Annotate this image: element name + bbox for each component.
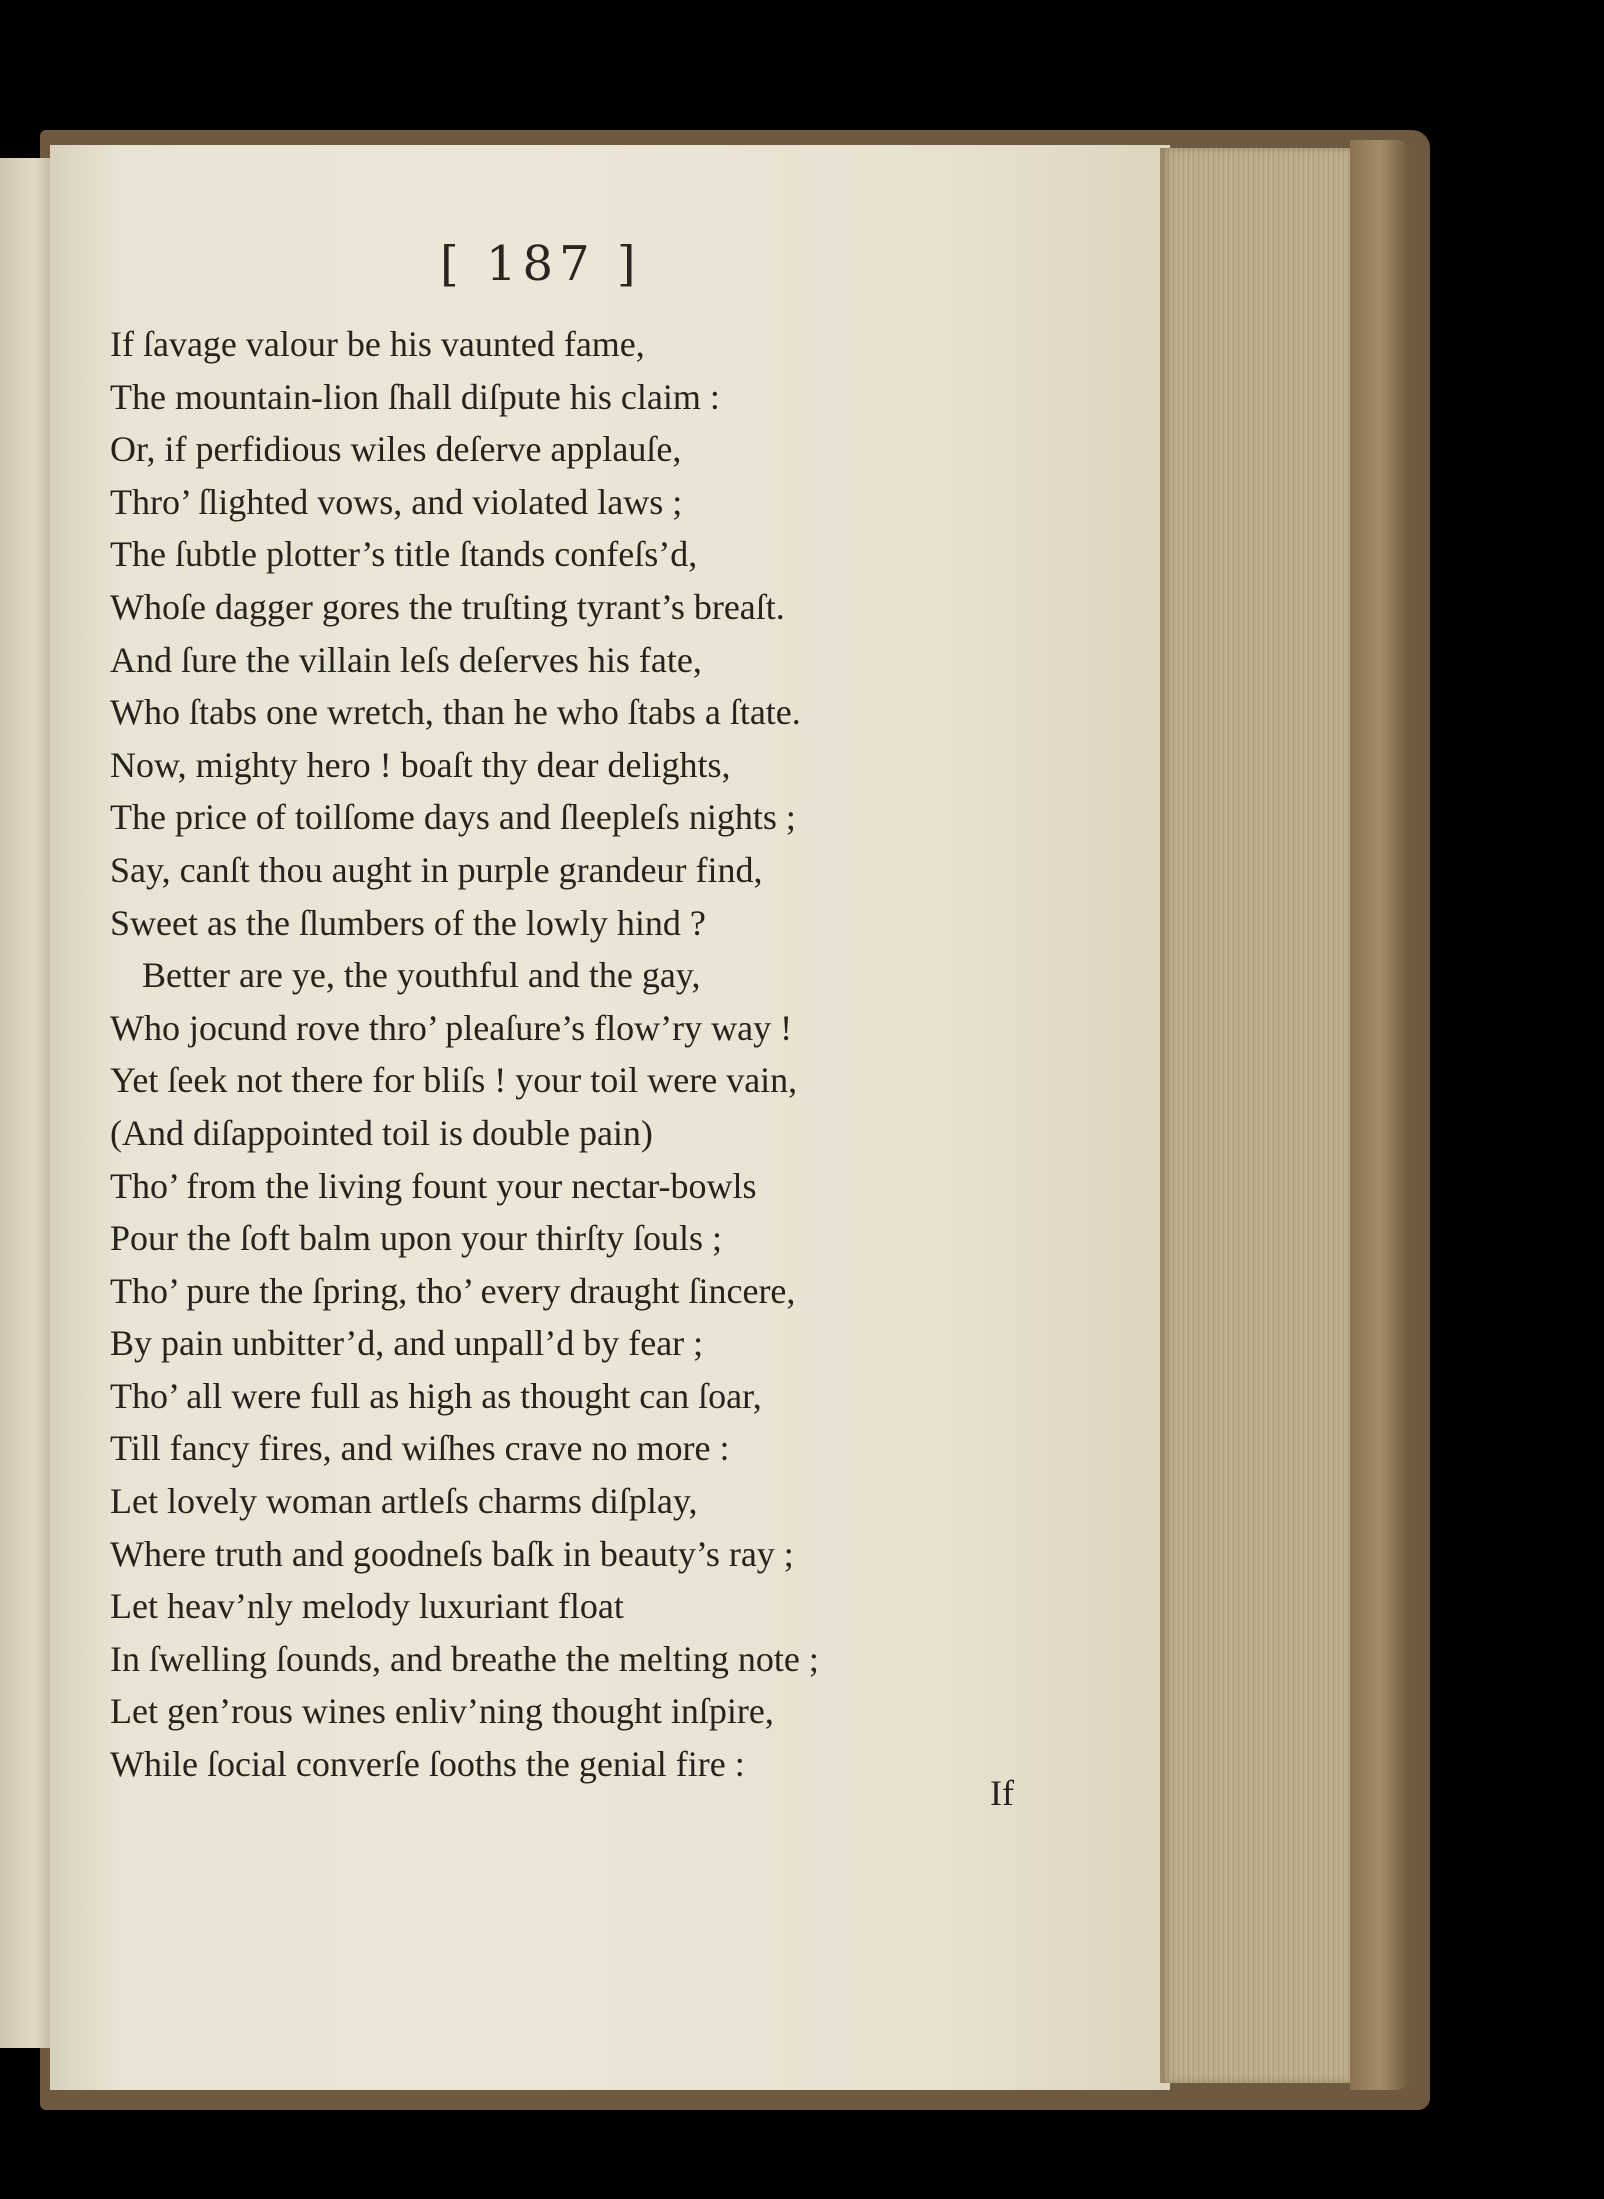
poem-line: Till fancy fires, and wiſhes crave no more : xyxy=(110,1428,730,1469)
poem-line: Sweet as the ſlumbers of the lowly hind ? xyxy=(110,902,706,943)
page-number: [ 187 ] xyxy=(440,236,642,292)
poem-line: The mountain-lion ſhall diſpute his claim : xyxy=(110,376,720,417)
book-cover-right xyxy=(1350,140,1410,2090)
poem-line: Let gen’rous wines enliv’ning thought inſpire, xyxy=(110,1691,774,1732)
poem-line: Or, if perfidious wiles deſerve applauſe, xyxy=(110,429,682,470)
poem-line: (And diſappointed toil is double pain) xyxy=(110,1112,653,1153)
poem-line: Who ſtabs one wretch, than he who ſtabs a ſtate. xyxy=(110,692,801,733)
poem-line: By pain unbitter’d, and unpall’d by fear ; xyxy=(110,1323,704,1364)
poem-line: Let heav’nly melody luxuriant float xyxy=(110,1586,624,1627)
poem-line: Yet ſeek not there for bliſs ! your toil were vain, xyxy=(110,1060,798,1101)
poem-line: In ſwelling ſounds, and breathe the melting note ; xyxy=(110,1638,819,1679)
poem-line: Tho’ pure the ſpring, tho’ every draught ſincere, xyxy=(110,1270,796,1311)
poem-line: Let lovely woman artleſs charms diſplay, xyxy=(110,1481,698,1522)
poem-line: Say, canſt thou aught in purple grandeur find, xyxy=(110,849,763,890)
poem-line: Whoſe dagger gores the truſting tyrant’s breaſt. xyxy=(110,586,785,627)
poem-line: If ſavage valour be his vaunted fame, xyxy=(110,324,645,364)
poem-line: The price of toilſome days and ſleepleſs nights ; xyxy=(110,797,796,838)
page-block-fore-edge xyxy=(1160,148,1360,2083)
poem-text xyxy=(110,318,819,1791)
catchword: If xyxy=(990,1773,1014,1813)
poem-line: The ſubtle plotter’s title ſtands confeſs’d, xyxy=(110,534,698,575)
poem-line: Thro’ ſlighted vows, and violated laws ; xyxy=(110,481,683,522)
poem-line: And ſure the villain leſs deſerves his fate, xyxy=(110,639,702,680)
poem-line: Pour the ſoft balm upon your thirſty ſouls ; xyxy=(110,1218,722,1259)
poem-line: Tho’ all were full as high as thought can ſoar, xyxy=(110,1375,762,1416)
poem-line: Who jocund rove thro’ pleaſure’s flow’ry way ! xyxy=(110,1007,793,1048)
poem-line: Where truth and goodneſs baſk in beauty’s ray ; xyxy=(110,1533,794,1574)
poem-line-stanza-start: Better are ye, the youthful and the gay, xyxy=(142,955,701,996)
poem-line: Tho’ from the living fount your nectar-bowls xyxy=(110,1165,757,1206)
poem-line: While ſocial converſe ſooths the genial fire : xyxy=(110,1744,745,1785)
poem-line: Now, mighty hero ! boaſt thy dear delights, xyxy=(110,744,731,785)
